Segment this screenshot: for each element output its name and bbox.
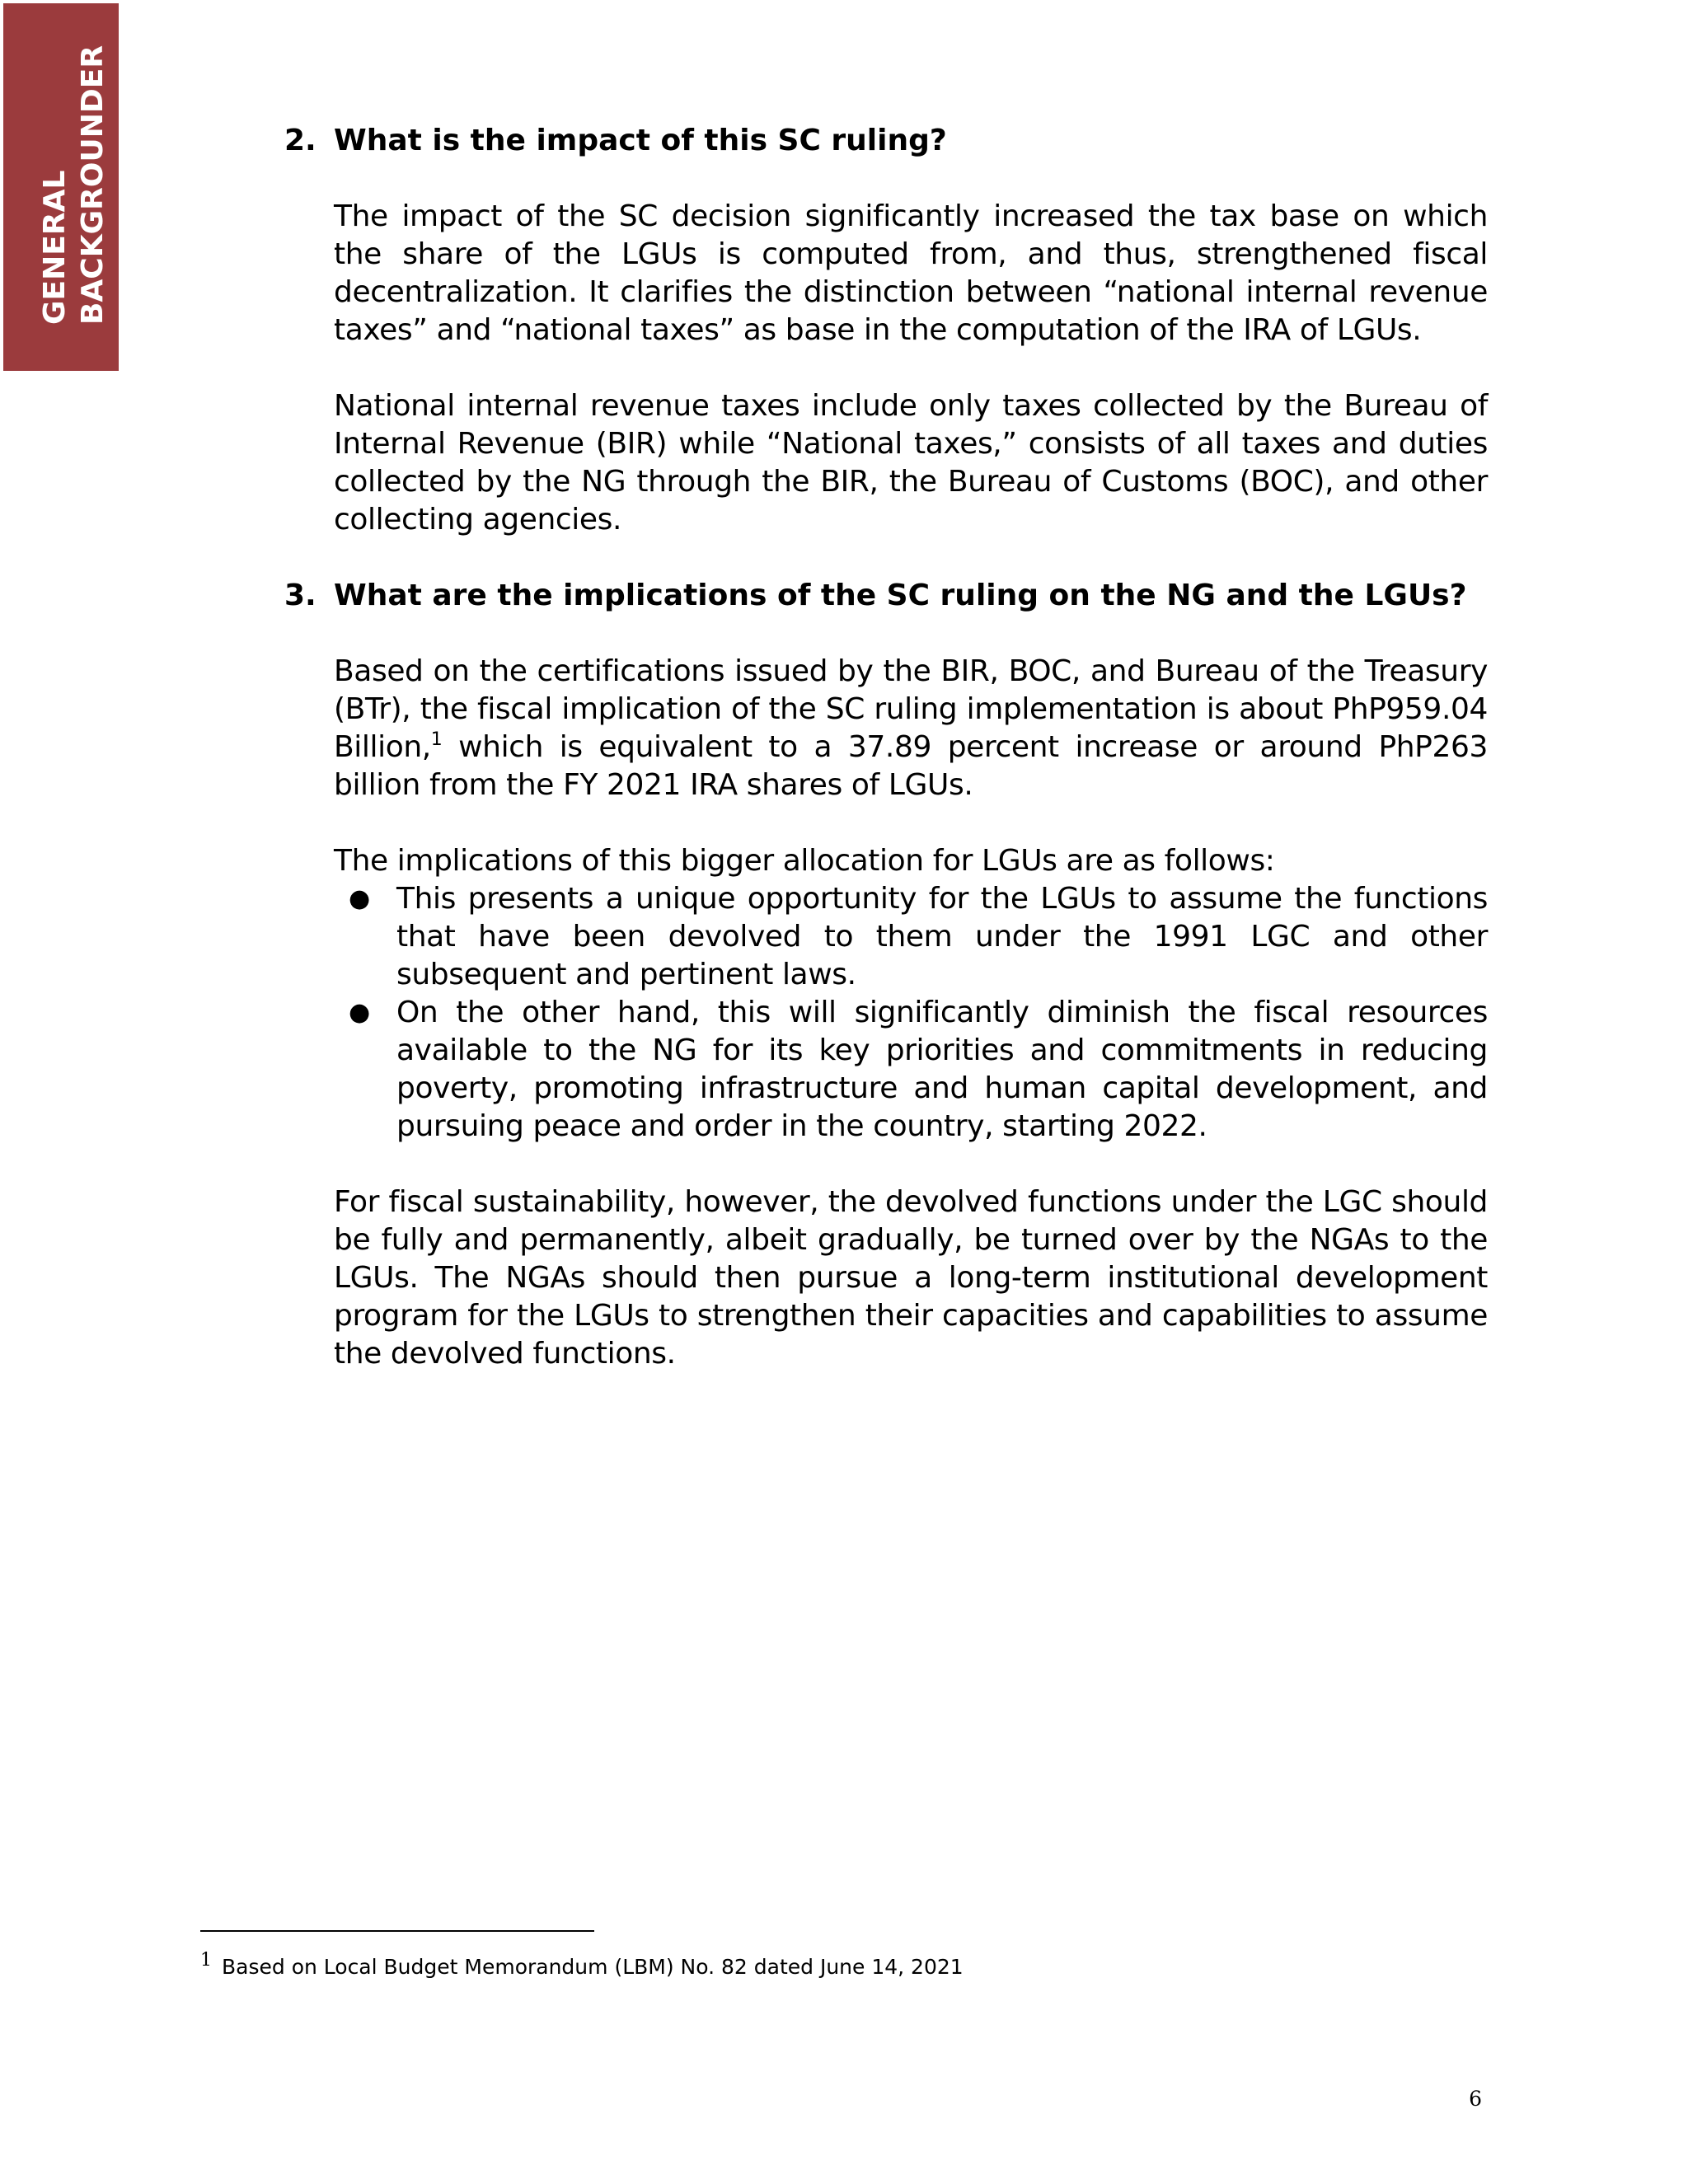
side-tab-line-general: GENERAL xyxy=(38,170,72,325)
section-side-tab xyxy=(3,3,119,371)
side-tab-label xyxy=(36,20,112,325)
section-3-paragraph-1-part-b: which is equivalent to a 37.89 percent increase or around PhP263 billion from the FY 2021 IRA shares of LGUs. xyxy=(334,730,1488,802)
section-2-heading xyxy=(284,122,1488,160)
implications-list xyxy=(334,880,1488,1146)
section-3-title: What are the implications of the SC ruling on the NG and the LGUs? xyxy=(334,579,1467,612)
list-item xyxy=(334,880,1488,994)
section-3-paragraph-1-part-a: Based on the certifications issued by the BIR, BOC, and Bureau of the Treasury (BTr), the fiscal implication of the SC ruling implementation is about PhP959.04 Billion, xyxy=(334,654,1488,764)
section-2-number: 2. xyxy=(284,124,316,157)
section-2-paragraph-1: The impact of the SC decision significantly increased the tax base on which the share of the LGUs is computed from, and thus, strengthened fiscal decentralization. It clarifies the distinction between “national internal revenue taxes” and “national taxes” as base in the computation of the IRA of LGUs. xyxy=(334,199,1488,347)
list-item xyxy=(334,994,1488,1146)
bullet-icon: ● xyxy=(349,998,370,1027)
side-tab-line-backgrounder: BACKGROUNDER xyxy=(76,45,110,325)
bullet-icon: ● xyxy=(349,884,370,913)
list-item-text: This presents a unique opportunity for the LGUs to assume the functions that have been devolved to them under the 1991 LGC and other subsequent and pertinent laws. xyxy=(396,882,1488,991)
footnote-mark: 1 xyxy=(200,1950,212,1971)
footnote xyxy=(200,1947,964,1981)
section-3-number: 3. xyxy=(284,579,316,612)
section-3-paragraph-1 xyxy=(334,653,1488,804)
section-3-closing-paragraph: For fiscal sustainability, however, the devolved functions under the LGC should be fully and permanently, albeit gradually, be turned over by the NGAs to the LGUs. The NGAs should then pursue a long-term institutional development program for the LGUs to strengthen their capacities and capabilities to assume the devolved functions. xyxy=(334,1185,1488,1371)
section-2-paragraph-2: National internal revenue taxes include only taxes collected by the Bureau of Internal Revenue (BIR) while “National taxes,” consists of all taxes and duties collected by the NG through the BIR, the Bureau of Customs (BOC), and other collecting agencies. xyxy=(334,389,1488,537)
section-2-title: What is the impact of this SC ruling? xyxy=(334,124,947,157)
footnote-divider xyxy=(200,1930,594,1932)
section-3-heading xyxy=(284,577,1488,615)
page-number: 6 xyxy=(1469,2087,1482,2111)
footnote-text: Based on Local Budget Memorandum (LBM) No. 82 dated June 14, 2021 xyxy=(222,1955,964,1979)
footnote-reference[interactable]: 1 xyxy=(430,729,443,750)
implications-list-intro: The implications of this bigger allocation for LGUs are as follows: xyxy=(334,844,1275,878)
list-item-text: On the other hand, this will significantly diminish the fiscal resources available to the NG for its key priorities and commitments in reducing poverty, promoting infrastructure and human capital development, and pursuing peace and order in the country, starting 2022. xyxy=(396,996,1488,1143)
page-content xyxy=(284,122,1488,1411)
